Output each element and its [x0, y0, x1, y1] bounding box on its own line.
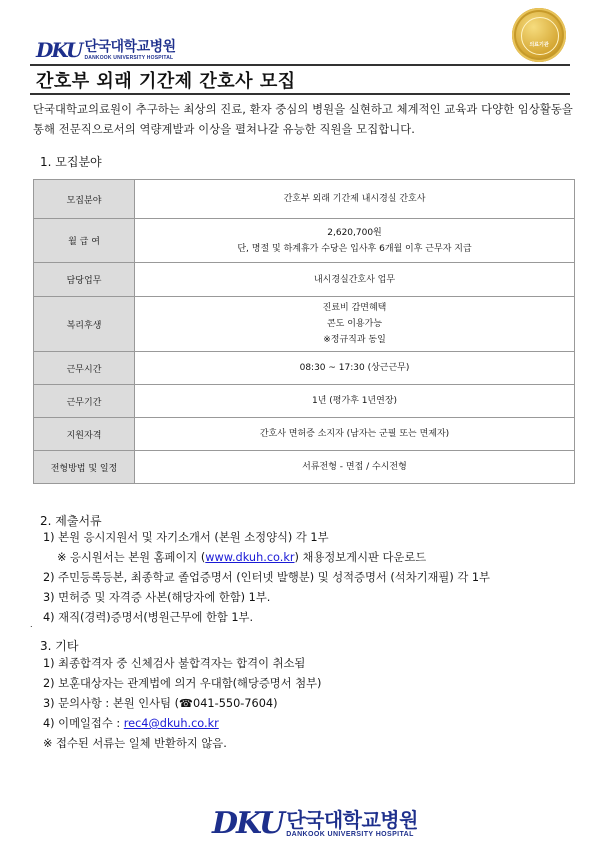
list-item: 2) 보훈대상자는 관계법에 의거 우대함(해당증명서 첨부) [43, 677, 322, 690]
section-recruit-field-title: 1. 모집분야 [40, 155, 102, 169]
list-item: 3) 문의사항 : 본원 인사팀 (☎041-550-7604) [43, 697, 278, 710]
footer-hospital-logo [212, 806, 418, 841]
footer-logo-korean-name: 단국대학교병원 [286, 807, 418, 832]
logo-mark: DKU [36, 38, 82, 62]
hospital-logo [36, 38, 176, 62]
list-item: 4) 재직(경력)증명서(병원근무에 한함 1부. [43, 611, 254, 624]
list-item-note: ※ 응시원서는 본원 홈페이지 (www.dkuh.co.kr) 채용정보게시판 다운로드 [57, 551, 427, 564]
row-label: 복리후생 [34, 297, 135, 352]
table-row [34, 451, 575, 484]
section-documents-title: 2. 제출서류 [40, 514, 102, 528]
table-row [34, 418, 575, 451]
row-value: 간호부 외래 기간제 내시경실 간호사 [135, 180, 575, 219]
row-value: 진료비 감면혜택 콘도 이용가능 ※정규직과 동일 [135, 297, 575, 352]
row-label: 지원자격 [34, 418, 135, 451]
row-value: 내시경실간호사 업무 [135, 263, 575, 297]
email-link[interactable]: rec4@dkuh.co.kr [123, 717, 219, 730]
table-row [34, 297, 575, 352]
documents-list [43, 528, 490, 628]
table-row [34, 263, 575, 297]
footer-logo-mark: DKU [212, 806, 284, 841]
row-value: 2,620,700원 단, 명절 및 하계휴가 수당은 입사후 6개월 이후 근무자 지급 [135, 219, 575, 263]
section-etc-title: 3. 기타 [40, 639, 79, 653]
title-top-divider [30, 64, 570, 66]
recruit-info-table [33, 179, 575, 484]
intro-paragraph: 단국대학교의료원이 추구하는 최상의 진료, 환자 중심의 병원을 실현하고 체계적인 교육과 다양한 임상활동을 통해 전문직으로서의 역량계발과 이상을 펼쳐나갈 유능한 직원을 모집합니다. [33, 103, 573, 136]
table-row [34, 219, 575, 263]
row-value: 간호사 면허증 소지자 (남자는 군필 또는 면제자) [135, 418, 575, 451]
row-label: 근무시간 [34, 352, 135, 385]
list-item: 1) 본원 응시지원서 및 자기소개서 (본원 소정양식) 각 1부 [43, 531, 329, 544]
logo-korean-name: 단국대학교병원 [84, 38, 176, 55]
row-value: 08:30 ~ 17:30 (상근근무) [135, 352, 575, 385]
stray-dot: . [30, 620, 33, 629]
table-row [34, 180, 575, 219]
row-label: 전형방법 및 일정 [34, 451, 135, 484]
table-row [34, 352, 575, 385]
table-row [34, 385, 575, 418]
row-label: 월 급 여 [34, 219, 135, 263]
row-label: 모집분야 [34, 180, 135, 219]
row-label: 담당업무 [34, 263, 135, 297]
footer-logo-english-name: DANKOOK UNIVERSITY HOSPITAL [286, 830, 414, 838]
list-item: 2) 주민등록등본, 최종학교 졸업증명서 (인터넷 발행분) 및 성적증명서 (석차기재필) 각 1부 [43, 571, 490, 584]
logo-english-name: DANKOOK UNIVERSITY HOSPITAL [84, 54, 174, 61]
page-title: 간호부 외래 기간제 간호사 모집 [36, 71, 296, 92]
badge-label: 의료기관 [529, 42, 549, 48]
list-item: 3) 면허증 및 자격증 사본(해당자에 한함) 1부. [43, 591, 271, 604]
row-value: 1년 (평가후 1년연장) [135, 385, 575, 418]
title-bottom-divider [30, 93, 570, 95]
homepage-link[interactable]: www.dkuh.co.kr [205, 551, 295, 564]
list-item: 1) 최종합격자 중 신체검사 불합격자는 합격이 취소됨 [43, 657, 306, 670]
list-item: 4) 이메일접수 : rec4@dkuh.co.kr [43, 717, 219, 730]
certification-badge-icon [512, 8, 566, 62]
etc-list [43, 654, 321, 754]
row-value: 서류전형 - 면접 / 수시전형 [135, 451, 575, 484]
row-label: 근무기간 [34, 385, 135, 418]
list-item-note: ※ 접수된 서류는 일체 반환하지 않음. [43, 737, 227, 750]
